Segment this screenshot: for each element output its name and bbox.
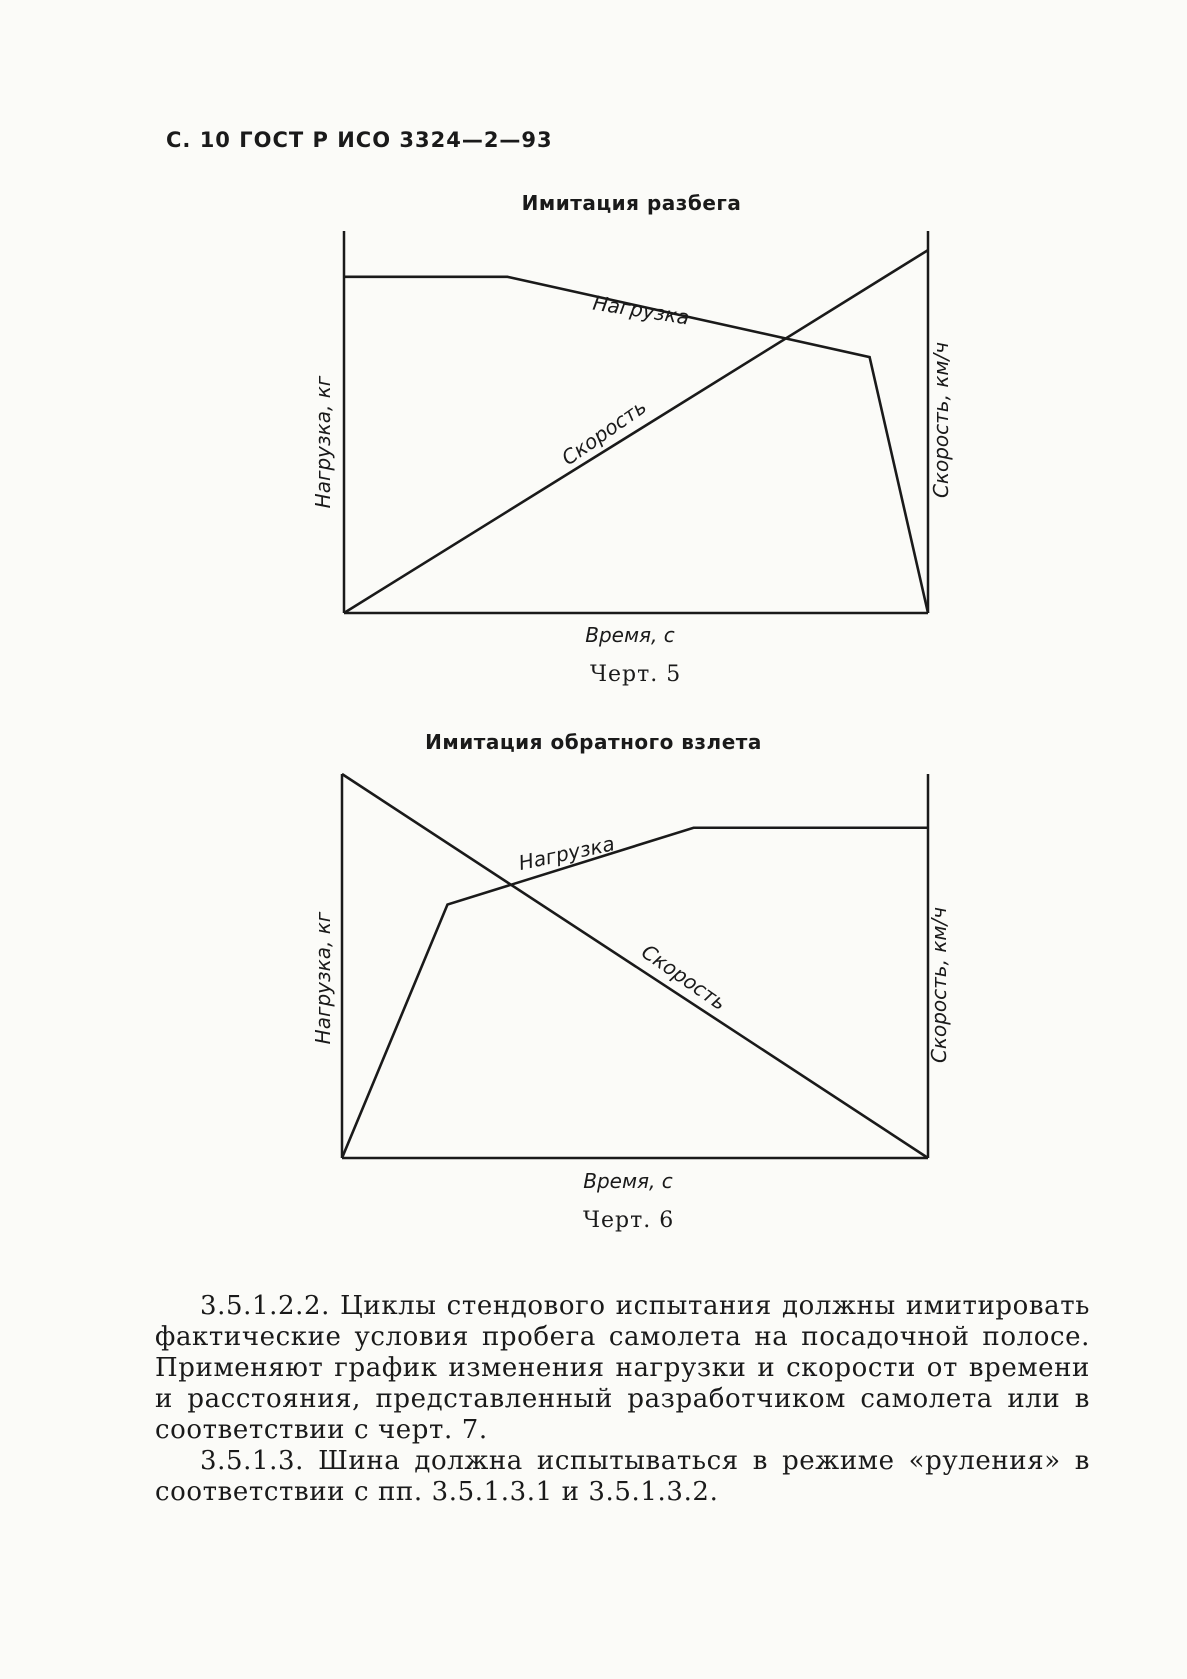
paragraph: 3.5.1.3. Шина должна испытываться в режиме «руления» в соответствии с пп. 3.5.1.3.1 и 3.5.1.3.2. (155, 1446, 1090, 1507)
series-label: Нагрузка (591, 290, 692, 330)
series-line (342, 774, 928, 1158)
series-line (344, 250, 928, 613)
chart-1-caption: Черт. 5 (590, 662, 682, 687)
chart-1-title: Имитация разбега (521, 191, 742, 215)
paragraph: 3.5.1.2.2. Циклы стендового испытания должны имитировать фактические условия пробега самолета на посадочной полосе. Применяют график изменения нагрузки и скорости от времени и расстояния, представленный разработчиком самолета или в соответствии с черт. 7. (155, 1291, 1090, 1445)
series-label: Скорость (557, 394, 651, 471)
x-axis-label: Время, с (585, 623, 675, 647)
y-axis-label-right: Скорость, км/ч (927, 906, 951, 1064)
y-axis-label-right: Скорость, км/ч (929, 341, 953, 499)
x-axis-label: Время, с (583, 1169, 673, 1193)
series-label: Скорость (637, 939, 731, 1016)
series-line (342, 828, 928, 1158)
series-label: Нагрузка (516, 831, 617, 876)
series-line (344, 277, 928, 613)
y-axis-label-left: Нагрузка, кг (311, 375, 335, 509)
chart-2-title: Имитация обратного взлета (425, 730, 762, 754)
page-header: С. 10 ГОСТ Р ИСО 3324—2—93 (166, 128, 553, 152)
chart-2-caption: Черт. 6 (583, 1208, 675, 1233)
body-text (155, 1291, 1090, 1508)
y-axis-label-left: Нагрузка, кг (311, 911, 335, 1045)
